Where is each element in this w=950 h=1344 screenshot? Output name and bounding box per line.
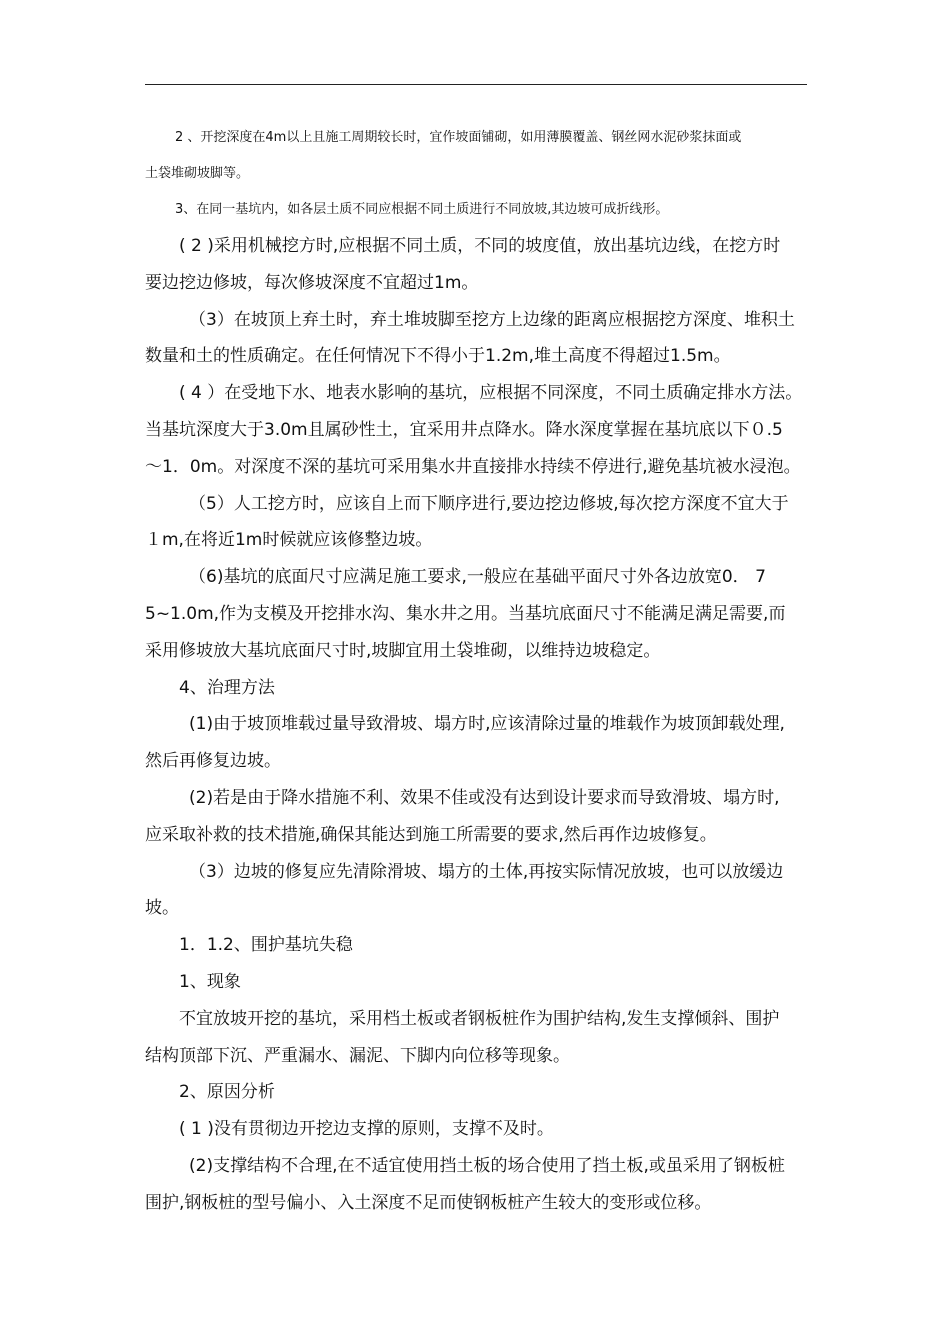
text-line: 然后再修复边坡。 — [145, 751, 281, 772]
text-line: （6)基坑的底面尺寸应满足施工要求,一般应在基础平面尺寸外各边放宽0． 7 — [189, 567, 766, 588]
heading-phenomenon — [145, 964, 807, 1001]
paragraph-pit-bottom-size — [145, 559, 807, 669]
text-line: 结构顶部下沉、严重漏水、漏泥、下脚内向位移等现象。 — [145, 1045, 570, 1066]
text-line: 1、现象 — [179, 971, 241, 992]
text-line: 2、原因分析 — [179, 1082, 275, 1103]
paragraph-phenomenon — [145, 1001, 807, 1075]
text-line: 要边挖边修坡，每次修坡深度不宜超过1m。 — [145, 272, 479, 293]
paragraph-item-3 — [145, 192, 807, 228]
text-line: 围护,钢板桩的型号偏小、入土深度不足而使钢板桩产生较大的变形或位移。 — [145, 1192, 712, 1213]
heading-treatment-method — [145, 670, 807, 707]
paragraph-cause-2 — [145, 1148, 807, 1222]
text-line: 4、治理方法 — [179, 677, 275, 698]
text-line: （5）人工挖方时，应该自上而下顺序进行,要边挖边修坡,每次挖方深度不宜大于 — [189, 493, 789, 514]
text-line: 2 、开挖深度在4m以上且施工周期较长时，宜作坡面铺砌，如用薄膜覆盖、钢丝网水泥砂浆抹面或 — [175, 130, 742, 145]
paragraph-spoil-on-slope — [145, 302, 807, 376]
header-rule — [145, 84, 807, 85]
text-line: 坡。 — [145, 898, 179, 919]
text-line: 应采取补救的技术措施,确保其能达到施工所需要的要求,然后再作边坡修复。 — [145, 824, 717, 845]
paragraph-manual-excavation — [145, 486, 807, 560]
text-line: 采用修坡放大基坑底面尺寸时,坡脚宜用土袋堆砌，以维持边坡稳定。 — [145, 640, 661, 661]
text-line: ～1．0m。对深度不深的基坑可采用集水井直接排水持续不停进行,避免基坑被水浸泡。 — [145, 456, 801, 477]
text-line: 当基坑深度大于3.0m且属砂性土，宜采用井点降水。降水深度掌握在基坑底以下０.5 — [145, 419, 783, 440]
text-line: ( 4 ）在受地下水、地表水影响的基坑，应根据不同深度，不同土质确定排水方法。 — [179, 383, 803, 404]
text-line: (2)若是由于降水措施不利、效果不佳或没有达到设计要求而导致滑坡、塌方时, — [189, 787, 780, 808]
text-line: （3）边坡的修复应先清除滑坡、塌方的土体,再按实际情况放坡，也可以放缓边 — [189, 861, 784, 882]
heading-cause-analysis — [145, 1074, 807, 1111]
text-line: 土袋堆砌坡脚等。 — [145, 166, 250, 181]
paragraph-treatment-3 — [145, 854, 807, 928]
text-line: 1．1.2、围护基坑失稳 — [179, 935, 353, 956]
text-line: ( 1 )没有贯彻边开挖边支撑的原则，支撑不及时。 — [179, 1119, 554, 1140]
paragraph-item-2 — [145, 120, 807, 156]
text-line: (2)支撑结构不合理,在不适宜使用挡土板的场合使用了挡土板,或虽采用了钢板桩 — [189, 1155, 785, 1176]
paragraph-cause-1 — [145, 1111, 807, 1148]
text-line: 5~1.0m,作为支模及开挖排水沟、集水井之用。当基坑底面尺寸不能满足满足需要,而 — [145, 603, 786, 624]
heading-section-1-1-2 — [145, 927, 807, 964]
text-line: 数量和土的性质确定。在任何情况下不得小于1.2m,堆土高度不得超过1.5m。 — [145, 346, 731, 367]
paragraph-treatment-2 — [145, 780, 807, 854]
paragraph-groundwater — [145, 375, 807, 485]
text-line: ( 2 )采用机械挖方时,应根据不同土质，不同的坡度值，放出基坑边线，在挖方时 — [179, 236, 781, 256]
paragraph-item-2-cont — [145, 156, 807, 192]
paragraph-machine-excavation — [145, 228, 807, 302]
document-body — [145, 120, 807, 1222]
text-line: （3）在坡顶上弃土时，弃土堆坡脚至挖方上边缘的距离应根据挖方深度、堆积土 — [189, 309, 795, 330]
text-line: 3、在同一基坑内，如各层土质不同应根据不同土质进行不同放坡,其边坡可成折线形。 — [175, 202, 669, 217]
text-line: 不宜放坡开挖的基坑，采用档土板或者钢板桩作为围护结构,发生支撑倾斜、围护 — [179, 1008, 780, 1029]
text-line: １m,在将近1m时候就应该修整边坡。 — [145, 530, 433, 551]
paragraph-treatment-1 — [145, 706, 807, 780]
text-line: (1)由于坡顶堆载过量导致滑坡、塌方时,应该清除过量的堆载作为坡顶卸载处理, — [189, 714, 785, 735]
